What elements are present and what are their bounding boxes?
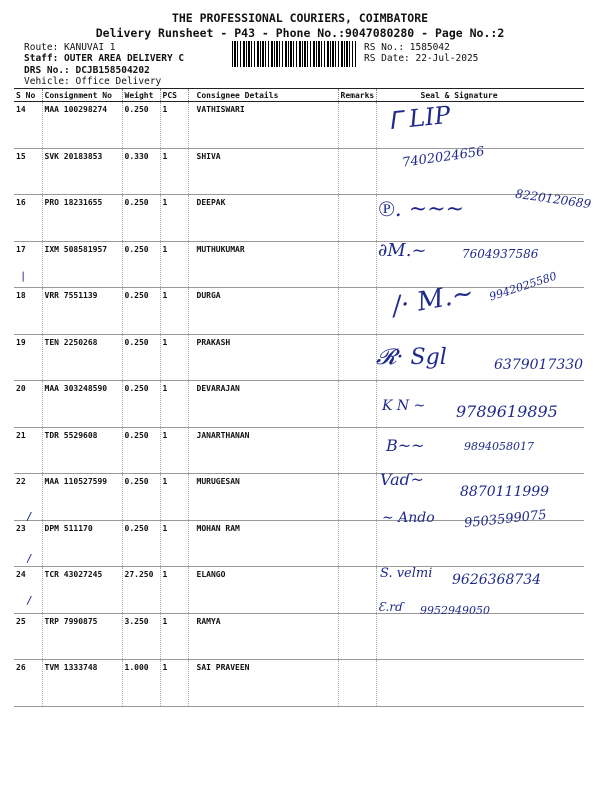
weight-cell: 0.250 — [122, 474, 160, 521]
signature-scribble: ℗. ~~~ — [378, 197, 465, 222]
s-no-cell: 23 — [14, 520, 42, 567]
signature-scribble: B~~ — [386, 436, 425, 455]
consignment-no-cell: SVK 20183853 — [42, 148, 122, 195]
remarks-cell — [338, 102, 376, 149]
consignment-no-cell: IXM 508581957 — [42, 241, 122, 288]
remarks-cell — [338, 195, 376, 242]
handwritten-phone: 9626368734 — [452, 572, 542, 588]
s-no-cell: 18 — [14, 288, 42, 335]
weight-cell: 3.250 — [122, 613, 160, 660]
consignment-no-cell: MAA 100298274 — [42, 102, 122, 149]
consignee-cell: MURUGESAN — [188, 474, 338, 521]
col-header: Seal & Signature — [376, 89, 584, 102]
barcode — [232, 41, 356, 67]
weight-cell: 0.330 — [122, 148, 160, 195]
consignment-no-cell: DPM 511170 — [42, 520, 122, 567]
consignment-no-cell: TVM 1333748 — [42, 660, 122, 707]
pcs-cell: 1 — [160, 567, 188, 614]
handwritten-phone: 9503599075 — [463, 507, 548, 532]
signature-scribble: ᒥ LIP — [386, 100, 452, 136]
remarks-cell — [338, 241, 376, 288]
remarks-cell — [338, 567, 376, 614]
check-mark: / — [26, 510, 33, 523]
pcs-cell: 1 — [160, 195, 188, 242]
staff-label: Staff: OUTER AREA DELIVERY C — [24, 53, 185, 64]
remarks-cell — [338, 474, 376, 521]
seal-signature-cell — [376, 660, 584, 707]
s-no-cell: 21 — [14, 427, 42, 474]
consignment-no-cell: PRO 18231655 — [42, 195, 122, 242]
consignment-no-cell: TCR 43027245 — [42, 567, 122, 614]
remarks-cell — [338, 288, 376, 335]
remarks-cell — [338, 520, 376, 567]
consignee-cell: MUTHUKUMAR — [188, 241, 338, 288]
s-no-cell: 19 — [14, 334, 42, 381]
runsheet-subtitle: Delivery Runsheet - P43 - Phone No.:9047080280 - Page No.:2 — [95, 26, 505, 40]
consignment-no-cell: TEN 2250268 — [42, 334, 122, 381]
handwritten-phone: 9942025580 — [487, 269, 559, 304]
pcs-cell: 1 — [160, 474, 188, 521]
table-row — [14, 148, 584, 195]
weight-cell: 0.250 — [122, 195, 160, 242]
remarks-cell — [338, 334, 376, 381]
vehicle-label: Vehicle: Office Delivery — [24, 76, 162, 87]
col-header: PCS — [160, 89, 188, 102]
company-title: THE PROFESSIONAL COURIERS, COIMBATORE — [171, 11, 429, 25]
table-row — [14, 195, 584, 242]
col-header: Consignee Details — [188, 89, 338, 102]
rs-date: RS Date: 22-Jul-2025 — [364, 53, 479, 64]
signature-scribble: Vaɗ~ — [380, 470, 424, 489]
handwritten-phone: 8220120689 — [514, 186, 592, 212]
weight-cell: 0.250 — [122, 427, 160, 474]
col-header: S No — [14, 89, 42, 102]
pcs-cell: 1 — [160, 660, 188, 707]
signature-scribble: ∕· M.~ — [390, 278, 476, 322]
consignee-cell: JANARTHANAN — [188, 427, 338, 474]
weight-cell: 0.250 — [122, 241, 160, 288]
col-header: Remarks — [338, 89, 376, 102]
weight-cell: 1.000 — [122, 660, 160, 707]
s-no-cell: 14 — [14, 102, 42, 149]
delivery-table — [14, 88, 584, 707]
pcs-cell: 1 — [160, 427, 188, 474]
consignment-no-cell: MAA 303248590 — [42, 381, 122, 428]
route-label: Route: KANUVAI 1 — [24, 42, 116, 53]
handwritten-name: S. velmi — [380, 566, 433, 581]
s-no-cell: 15 — [14, 148, 42, 195]
s-no-cell: 16 — [14, 195, 42, 242]
table-row — [14, 613, 584, 660]
weight-cell: 0.250 — [122, 381, 160, 428]
weight-cell: 27.250 — [122, 567, 160, 614]
consignment-no-cell: VRR 7551139 — [42, 288, 122, 335]
pcs-cell: 1 — [160, 102, 188, 149]
handwritten-phone: 9894058017 — [464, 440, 534, 453]
handwritten-phone: 9952949050 — [420, 604, 490, 617]
remarks-cell — [338, 381, 376, 428]
signature-scribble: ∼ Ando — [382, 510, 435, 526]
s-no-cell: 24 — [14, 567, 42, 614]
remarks-cell — [338, 148, 376, 195]
consignee-cell: MOHAN RAM — [188, 520, 338, 567]
s-no-cell: 20 — [14, 381, 42, 428]
signature-scribble: 𝓡· Sgl — [376, 345, 447, 370]
drs-number: DRS No.: DCJB158504202 — [24, 65, 150, 76]
handwritten-phone: 9789619895 — [456, 402, 558, 421]
consignee-cell: SHIVA — [188, 148, 338, 195]
handwritten-phone: 7604937586 — [462, 247, 539, 261]
pcs-cell: 1 — [160, 241, 188, 288]
consignee-cell: DEVARAJAN — [188, 381, 338, 428]
s-no-cell: 26 — [14, 660, 42, 707]
signature-scribble: Ɛ.rɗ — [378, 600, 404, 614]
weight-cell: 0.250 — [122, 102, 160, 149]
remarks-cell — [338, 613, 376, 660]
handwritten-phone: 7402024656 — [401, 144, 486, 171]
pcs-cell: 1 — [160, 148, 188, 195]
consignee-cell: DEEPAK — [188, 195, 338, 242]
table-row — [14, 102, 584, 149]
remarks-cell — [338, 427, 376, 474]
check-mark: / — [26, 594, 33, 607]
signature-scribble: ∂M.~ — [378, 240, 427, 261]
handwritten-phone: 6379017330 — [494, 357, 584, 373]
rs-number: RS No.: 1585042 — [364, 42, 450, 53]
consignee-cell: DURGA — [188, 288, 338, 335]
s-no-cell: 22 — [14, 474, 42, 521]
col-header: Weight — [122, 89, 160, 102]
consignment-no-cell: TRP 7990875 — [42, 613, 122, 660]
consignee-cell: PRAKASH — [188, 334, 338, 381]
pcs-cell: 1 — [160, 381, 188, 428]
pcs-cell: 1 — [160, 334, 188, 381]
weight-cell: 0.250 — [122, 288, 160, 335]
col-header: Consignment No — [42, 89, 122, 102]
s-no-cell: 25 — [14, 613, 42, 660]
consignee-cell: SAI PRAVEEN — [188, 660, 338, 707]
consignee-cell: RAMYA — [188, 613, 338, 660]
remarks-cell — [338, 660, 376, 707]
consignment-no-cell: MAA 110527599 — [42, 474, 122, 521]
table-header — [14, 89, 584, 102]
pcs-cell: 1 — [160, 613, 188, 660]
handwritten-phone: 8870111999 — [460, 484, 550, 500]
consignee-cell: VATHISWARI — [188, 102, 338, 149]
check-mark: / — [17, 269, 30, 284]
consignee-cell: ELANGO — [188, 567, 338, 614]
signature-scribble: K N ~ — [382, 398, 426, 414]
table-row — [14, 660, 584, 707]
weight-cell: 0.250 — [122, 334, 160, 381]
weight-cell: 0.250 — [122, 520, 160, 567]
seal-signature-cell — [376, 613, 584, 660]
pcs-cell: 1 — [160, 288, 188, 335]
pcs-cell: 1 — [160, 520, 188, 567]
check-mark: / — [26, 552, 33, 565]
consignment-no-cell: TDR 5529608 — [42, 427, 122, 474]
s-no-cell: 17 — [14, 241, 42, 288]
